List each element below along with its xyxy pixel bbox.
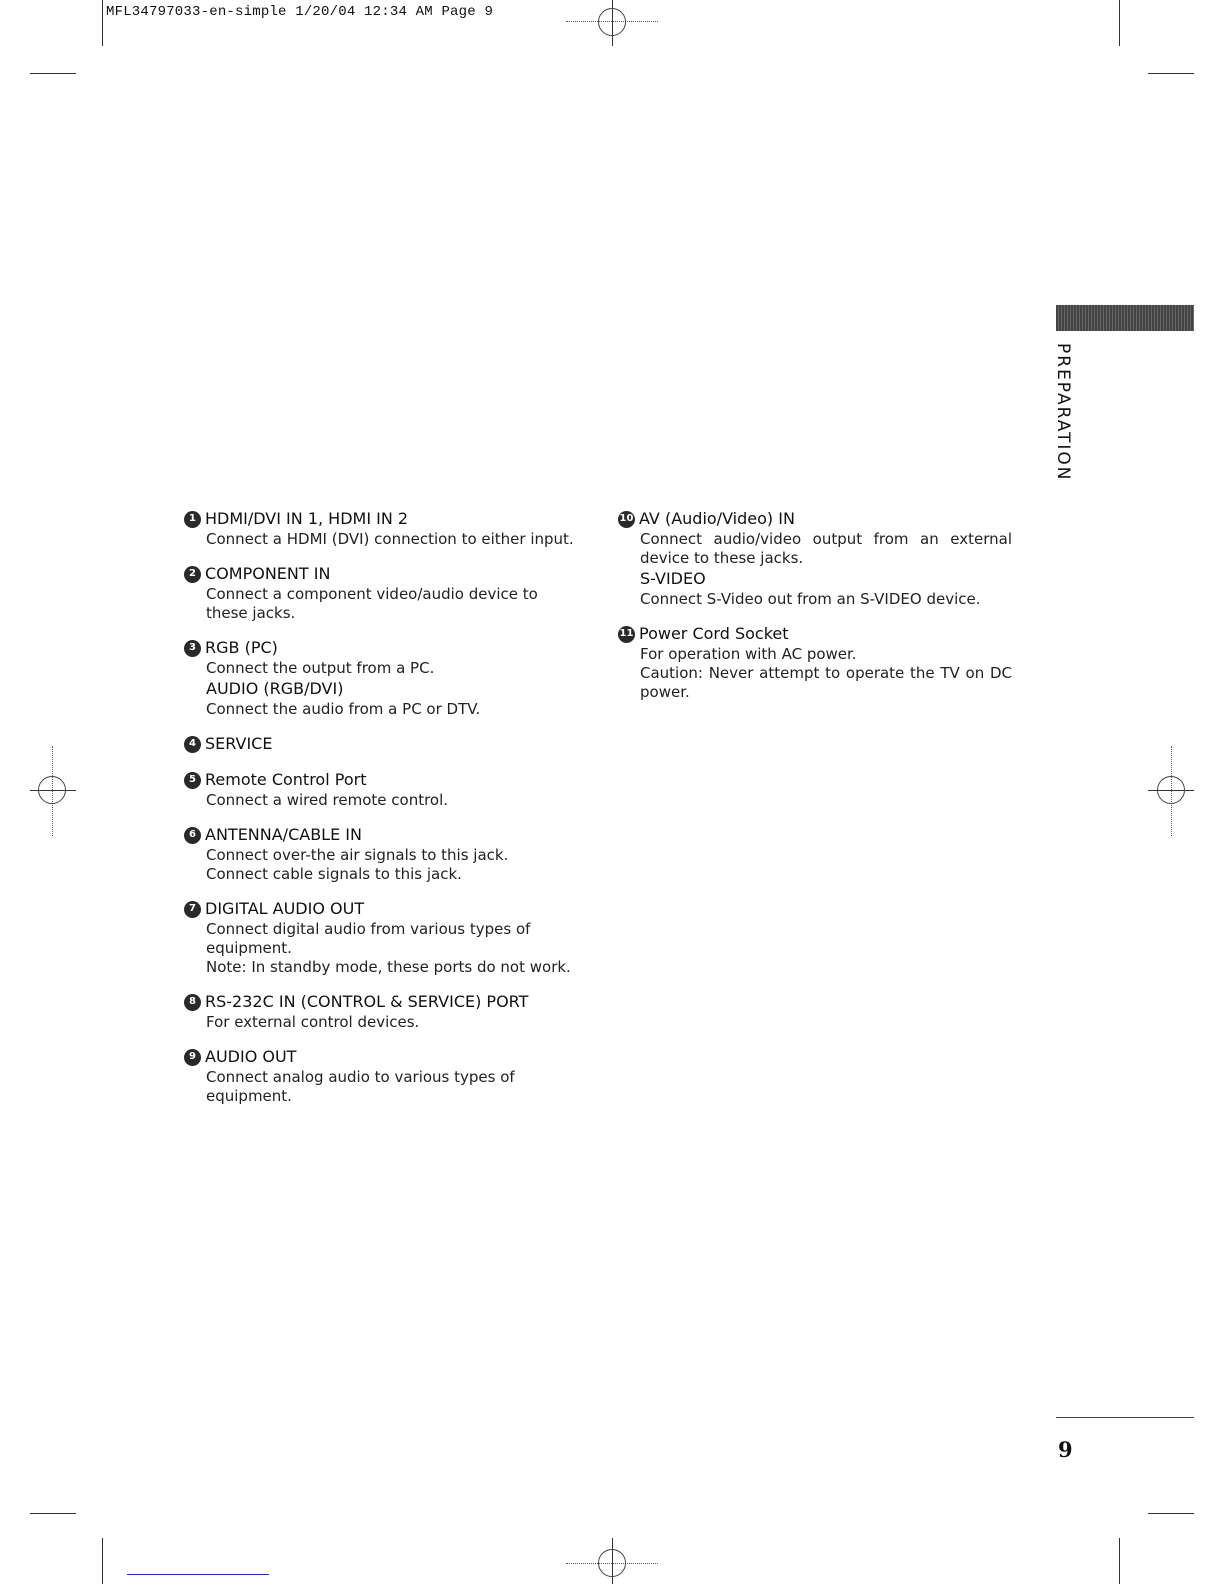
- connector-heading: [184, 991, 584, 1013]
- connector-heading: [184, 898, 584, 920]
- connector-item: [618, 623, 1012, 702]
- left-column: [184, 508, 584, 1120]
- connector-description: Connect analog audio to various types of equipment.: [206, 1068, 515, 1105]
- connector-item: [184, 898, 584, 977]
- connector-title: RGB (PC): [205, 638, 278, 657]
- connector-title: DIGITAL AUDIO OUT: [205, 899, 365, 918]
- connector-heading: [184, 508, 584, 530]
- connector-heading: [618, 508, 1012, 530]
- connector-description: Connect audio/video output from an external device to these jacks.: [640, 530, 1012, 567]
- connector-item: [184, 824, 584, 884]
- connector-description: Caution: Never attempt to operate the TV on DC power.: [640, 664, 1012, 701]
- connector-heading: [184, 733, 584, 755]
- number-badge-icon: 8: [184, 994, 201, 1011]
- connector-item: [184, 733, 584, 755]
- number-badge-icon: 7: [184, 901, 201, 918]
- connector-title: AUDIO OUT: [205, 1047, 297, 1066]
- connector-description: Connect cable signals to this jack.: [206, 865, 462, 883]
- connector-description: For operation with AC power.: [640, 645, 857, 663]
- connector-item: [184, 508, 584, 549]
- connector-item: [184, 563, 584, 623]
- number-badge-icon: 10: [618, 511, 635, 528]
- number-badge-icon: 1: [184, 511, 201, 528]
- connector-sub-description: Connect S-Video out from an S-VIDEO device.: [640, 590, 981, 608]
- crop-mark-top-left-v: [102, 0, 103, 46]
- number-badge-icon: 5: [184, 772, 201, 789]
- connector-subtitle: AUDIO (RGB/DVI): [206, 679, 344, 698]
- number-badge-icon: 11: [618, 626, 635, 643]
- connector-description: Connect a component video/audio device to these jacks.: [206, 585, 538, 622]
- number-badge-icon: 4: [184, 736, 201, 753]
- crop-mark-bottom-right-h: [1148, 1513, 1194, 1514]
- connector-subtitle: S-VIDEO: [640, 569, 706, 588]
- number-badge-icon: 3: [184, 640, 201, 657]
- connector-description: Connect over-the air signals to this jack.: [206, 846, 509, 864]
- print-meta-header: MFL34797033-en-simple 1/20/04 12:34 AM Page 9: [106, 4, 494, 20]
- section-tab-bar: [1056, 305, 1194, 331]
- section-tab-label: PREPARATION: [1053, 343, 1073, 482]
- bottom-link-rule: [127, 1574, 269, 1575]
- connector-title: AV (Audio/Video) IN: [639, 509, 795, 528]
- connector-title: SERVICE: [205, 734, 273, 753]
- crop-mark-top-right-v: [1119, 0, 1120, 46]
- crop-mark-bottom-left-h: [30, 1513, 76, 1514]
- connector-title: HDMI/DVI IN 1, HDMI IN 2: [205, 509, 409, 528]
- number-badge-icon: 9: [184, 1049, 201, 1066]
- connector-description: Connect a HDMI (DVI) connection to either input.: [206, 530, 574, 548]
- right-column: [618, 508, 1012, 716]
- crop-mark-top-left-h: [30, 73, 76, 74]
- connector-heading: [184, 824, 584, 846]
- connector-heading: [618, 623, 1012, 645]
- crop-mark-top-right-h: [1148, 73, 1194, 74]
- crop-mark-bottom-right-v: [1119, 1538, 1120, 1584]
- connector-item: [618, 508, 1012, 609]
- connector-title: Remote Control Port: [205, 770, 367, 789]
- connector-description: Connect digital audio from various types of equipment.: [206, 920, 531, 957]
- connector-description: Note: In standby mode, these ports do not work.: [206, 958, 571, 976]
- connector-item: [184, 1046, 584, 1106]
- connector-item: [184, 769, 584, 810]
- connector-description: For external control devices.: [206, 1013, 420, 1031]
- footer-rule: [1056, 1417, 1194, 1418]
- connector-item: [184, 991, 584, 1032]
- connector-item: [184, 637, 584, 719]
- connector-description: Connect a wired remote control.: [206, 791, 449, 809]
- connector-description: Connect the output from a PC.: [206, 659, 435, 677]
- connector-title: COMPONENT IN: [205, 564, 331, 583]
- connector-title: Power Cord Socket: [639, 624, 789, 643]
- page-number: 9: [1058, 1437, 1073, 1462]
- number-badge-icon: 2: [184, 566, 201, 583]
- connector-title: RS-232C IN (CONTROL & SERVICE) PORT: [205, 992, 529, 1011]
- connector-title: ANTENNA/CABLE IN: [205, 825, 362, 844]
- connector-heading: [184, 1046, 584, 1068]
- connector-heading: [184, 637, 584, 659]
- connector-heading: [184, 769, 584, 791]
- number-badge-icon: 6: [184, 827, 201, 844]
- connector-heading: [184, 563, 584, 585]
- crop-mark-bottom-left-v: [102, 1538, 103, 1584]
- connector-sub-description: Connect the audio from a PC or DTV.: [206, 700, 481, 718]
